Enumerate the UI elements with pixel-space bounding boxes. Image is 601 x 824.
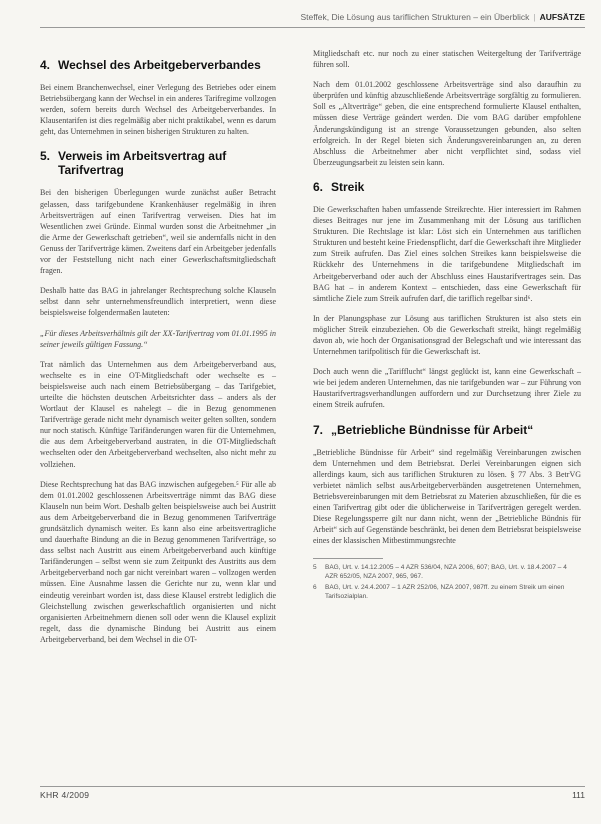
section-7-number: 7. bbox=[313, 422, 324, 437]
quote: „Für dieses Arbeitsverhältnis gilt der XX-Tarifvertrag vom 01.01.1995 in seiner jeweils gültigen Fassung.“ bbox=[40, 328, 276, 349]
section-6-heading bbox=[313, 180, 581, 194]
running-head-separator: | bbox=[533, 12, 536, 22]
header-rule bbox=[40, 27, 585, 28]
paragraph: Trat nämlich das Unternehmen aus dem Arbeitgeberverband aus, wechselte es in eine OT-Mitgliedschaft oder wechselte es – beispielsweise auch nach einem Betriebsübergang – das Tarifgebiet, urteilte die höchsten deutschen Arbeitsrichter dass – anders als der Wortlaut der Klausel es nahelegt – die in Bezug genommenen Tarifverträge gerade nicht mehr dynamisch weiter gelten sollten, sondern nur noch statisch. Künftige Tarifänderungen waren für die Unternehmen, die aus dem Arbeitgeberverband austraten, in die OT-Mitgliedschaft wechselten oder den Arbeitgeberverband wechselten, also nicht mehr zu vollziehen. bbox=[40, 359, 276, 469]
running-head-title: Steffek, Die Lösung aus tariflichen Strukturen – ein Überblick bbox=[300, 12, 530, 22]
paragraph: Bei den bisherigen Überlegungen wurde zunächst außer Betracht gelassen, dass tarifgebundene Krankenhäuser regelmäßig in ihren Arbeitsverträgen auf einen Tarifvertrag verweisen. Dies hat im Wesentlichen zwei Gründe. Einmal wurden sonst die Arbeitnehmer „in die Arme der Gewerkschaft getrieben“, weil sie andernfalls nicht in den Genuss der Tarifverträge kämen. Zweitens darf ein Arbeitgeber jedenfalls vor der Feststellung nicht nach einer Gewerkschaftsmitgliedschaft fragen. bbox=[40, 188, 276, 276]
section-4-heading bbox=[40, 58, 276, 72]
section-4-number: 4. bbox=[40, 58, 51, 72]
footnote-number: 6 bbox=[313, 584, 317, 592]
right-column bbox=[313, 48, 581, 603]
paragraph: Bei einem Branchenwechsel, einer Verlegung des Betriebes oder einem Betriebsübergang kann der Wechsel in ein anderes Tarifregime vollzogen werden, sofern bereits durch Wechsel des Arbeitgeberverbandes. In Klausentarifen ist dies regelmäßig aber nicht praktikabel, wenn es darum geht, das Unternehmen in seinen bisherigen Strukturen zu halten. bbox=[40, 83, 276, 137]
footnote bbox=[313, 563, 581, 581]
paragraph: „Betriebliche Bündnisse für Arbeit“ sind regelmäßig Vereinbarungen zwischen dem Unternehmen und dem Betriebsrat. Derlei Vereinbarungen eignen sich allerdings kaum, sich aus tariflichen Strukturen zu lösen. § 77 Abs. 3 BetrVG verbietet nämlich selbst ausArbeitgeberverbänden ausgetretenen Unternehmen, Betriebsvereinbarungen mit dem Betriebsrat zu Materien abzuschließen, für die es einen Tarifvertrag gibt oder die üblicherweise in Tarifverträgen geregelt werden. Diese Regelungssperre gilt nur dann nicht, wenn der „Betriebliche Bündnis für Arbeit“ sich auf Gegenstände beschränkt, bei denen dem Betriebsrat beispielsweise eines der klassischen Mitbestimmungsrechte bbox=[313, 447, 581, 546]
footnote-rule bbox=[313, 558, 383, 559]
section-6-title: Streik bbox=[331, 179, 365, 194]
paragraph: Doch auch wenn die „Tarifflucht“ längst geglückt ist, kann eine Gewerkschaft – wie bei jedem anderen Unternehmen, das nie tarifgebunden war – zur Führung von Haustarifvertragsverhandlungen auffordern und zur Durchsetzung ihrer Ziele zu einem Streik aufrufen. bbox=[313, 367, 581, 410]
section-5-number: 5. bbox=[40, 149, 51, 164]
footnote-text: BAG, Urt. v. 24.4.2007 – 1 AZR 252/06, NZA 2007, 987ff. zu einem Streik um einen Tarifsozialplan. bbox=[325, 584, 565, 601]
section-4-title: Wechsel des Arbeitgeberverbandes bbox=[58, 58, 261, 72]
paragraph: Diese Rechtsprechung hat das BAG inzwischen aufgegeben.⁵ Für alle ab dem 01.01.2002 geschlossenen Arbeitsverträge nimmt das BAG diese Klauseln nun beim Wort. Deshalb gelten beispielsweise auch bei Austritt aus dem Arbeitgeberverband die in Bezug genommenen Tarifverträge grundsätzlich dynamisch weiter. Es kann also eine arbeitsvertragliche und dauerhafte Bindung an die in Bezug genommenen Tarifverträge, so dass selbst nach Austritt aus einem Arbeitgeberverband auch künftige Tarifänderungen – selbst wenn sie zum Zeitpunkt des Austritts aus dem Arbeitgeberverband noch gar nicht vereinbart waren – vollzogen werden müssen. Eine Ausnahme lassen die Gerichte nur zu, wenn klar und eindeutig vereinbart worden ist, dass diese Klausel erstrebt lediglich die Gleichstellung zwischen gewerkschaftlich organisierten und nicht organisierten Arbeitnehmern dienen soll oder wenn die Klausel explizit regelt, dass die dynamische Bindung bei Austritt aus einem Arbeitgeberverband, bei dem Wechsel in die OT- bbox=[40, 479, 276, 644]
footnote-text: BAG, Urt. v. 14.12.2005 – 4 AZR 536/04, NZA 2006, 607; BAG, Urt. v. 18.4.2007 – 4 AZR 652/05, NZA 2007, 965, 967. bbox=[325, 564, 567, 581]
running-head-section: AUFSÄTZE bbox=[539, 12, 585, 22]
paragraph: Deshalb hatte das BAG in jahrelanger Rechtsprechung solche Klauseln selbst dann sehr unternehmensfreundlich interpretiert, wenn diese beispielsweise folgendermaßen lauteten: bbox=[40, 286, 276, 318]
left-column bbox=[40, 48, 276, 654]
section-7-heading bbox=[313, 423, 581, 437]
footnote bbox=[313, 583, 581, 601]
paragraph: Nach dem 01.01.2002 geschlossene Arbeitsverträge sind also daraufhin zu überprüfen und künftig abzuschließende Arbeitsverträge sorgfältig zu formulieren. Soll es „Altverträge“ geben, die eine entsprechend formulierte Klausel enthalten, müssen diese Verträge geändert werden. Die vom BAG darüber empfohlene Änderungskündigung ist an strenge Voraussetzungen gebunden, also selten erfolgreich. In der Regel bieten sich Änderungsvereinbarungen an, zu deren Abschluss die Arbeitnehmer aber nicht verpflichtet sind, sodass viel Überzeugungsarbeit zu leisten sein kann. bbox=[313, 80, 581, 167]
section-6-number: 6. bbox=[313, 179, 324, 194]
paragraph: In der Planungsphase zur Lösung aus tariflichen Strukturen ist also stets ein möglicher Streik einzubeziehen. Ob die Gewerkschaft streikt, hängt regelmäßig davon ab, wie hoch der Organisationsgrad der Belegschaft und wie interessant das Unternehmen tarifpolitisch für die Gewerkschaft ist. bbox=[313, 313, 581, 357]
paragraph: Mitgliedschaft etc. nur noch zu einer statischen Weitergeltung der Tarifverträge führen soll. bbox=[313, 49, 581, 70]
running-head bbox=[300, 12, 585, 22]
journal-issue: KHR 4/2009 bbox=[40, 790, 90, 800]
footnote-number: 5 bbox=[313, 564, 317, 572]
page-number: 111 bbox=[572, 790, 585, 800]
section-5-title: Verweis im Arbeitsvertrag auf Tarifvertrag bbox=[58, 149, 227, 178]
section-5-heading bbox=[40, 149, 276, 177]
section-7-title: „Betriebliche Bündnisse für Arbeit“ bbox=[331, 422, 534, 437]
footer-rule bbox=[40, 786, 585, 787]
paragraph: Die Gewerkschaften haben umfassende Streikrechte. Hier interessiert im Rahmen dieses Beitrages nur jene im Zusammenhang mit der Lösung aus tariflichen Strukturen. Die Rechtslage ist klar: Löst sich ein Unternehmen aus tariflichen Strukturen und besteht keine Friedenspflicht, darf die Gewerkschaft ihre Mitglieder zum Streik aufrufen. Das Ziel eines solchen Streikes kann beispielsweise die Rückkehr des Unternehmens in die tarifgebundene Mitgliedschaft im Arbeitgeberverband oder auch der Abschluss eines Haustarifvertrages sein. Das BAG hat – in anderem Kontext – entschieden, dass eine Gewerkschaft für sämtliche Ziele zum Streik aufrufen darf, die tariflich regelbar sind⁶. bbox=[313, 204, 581, 303]
